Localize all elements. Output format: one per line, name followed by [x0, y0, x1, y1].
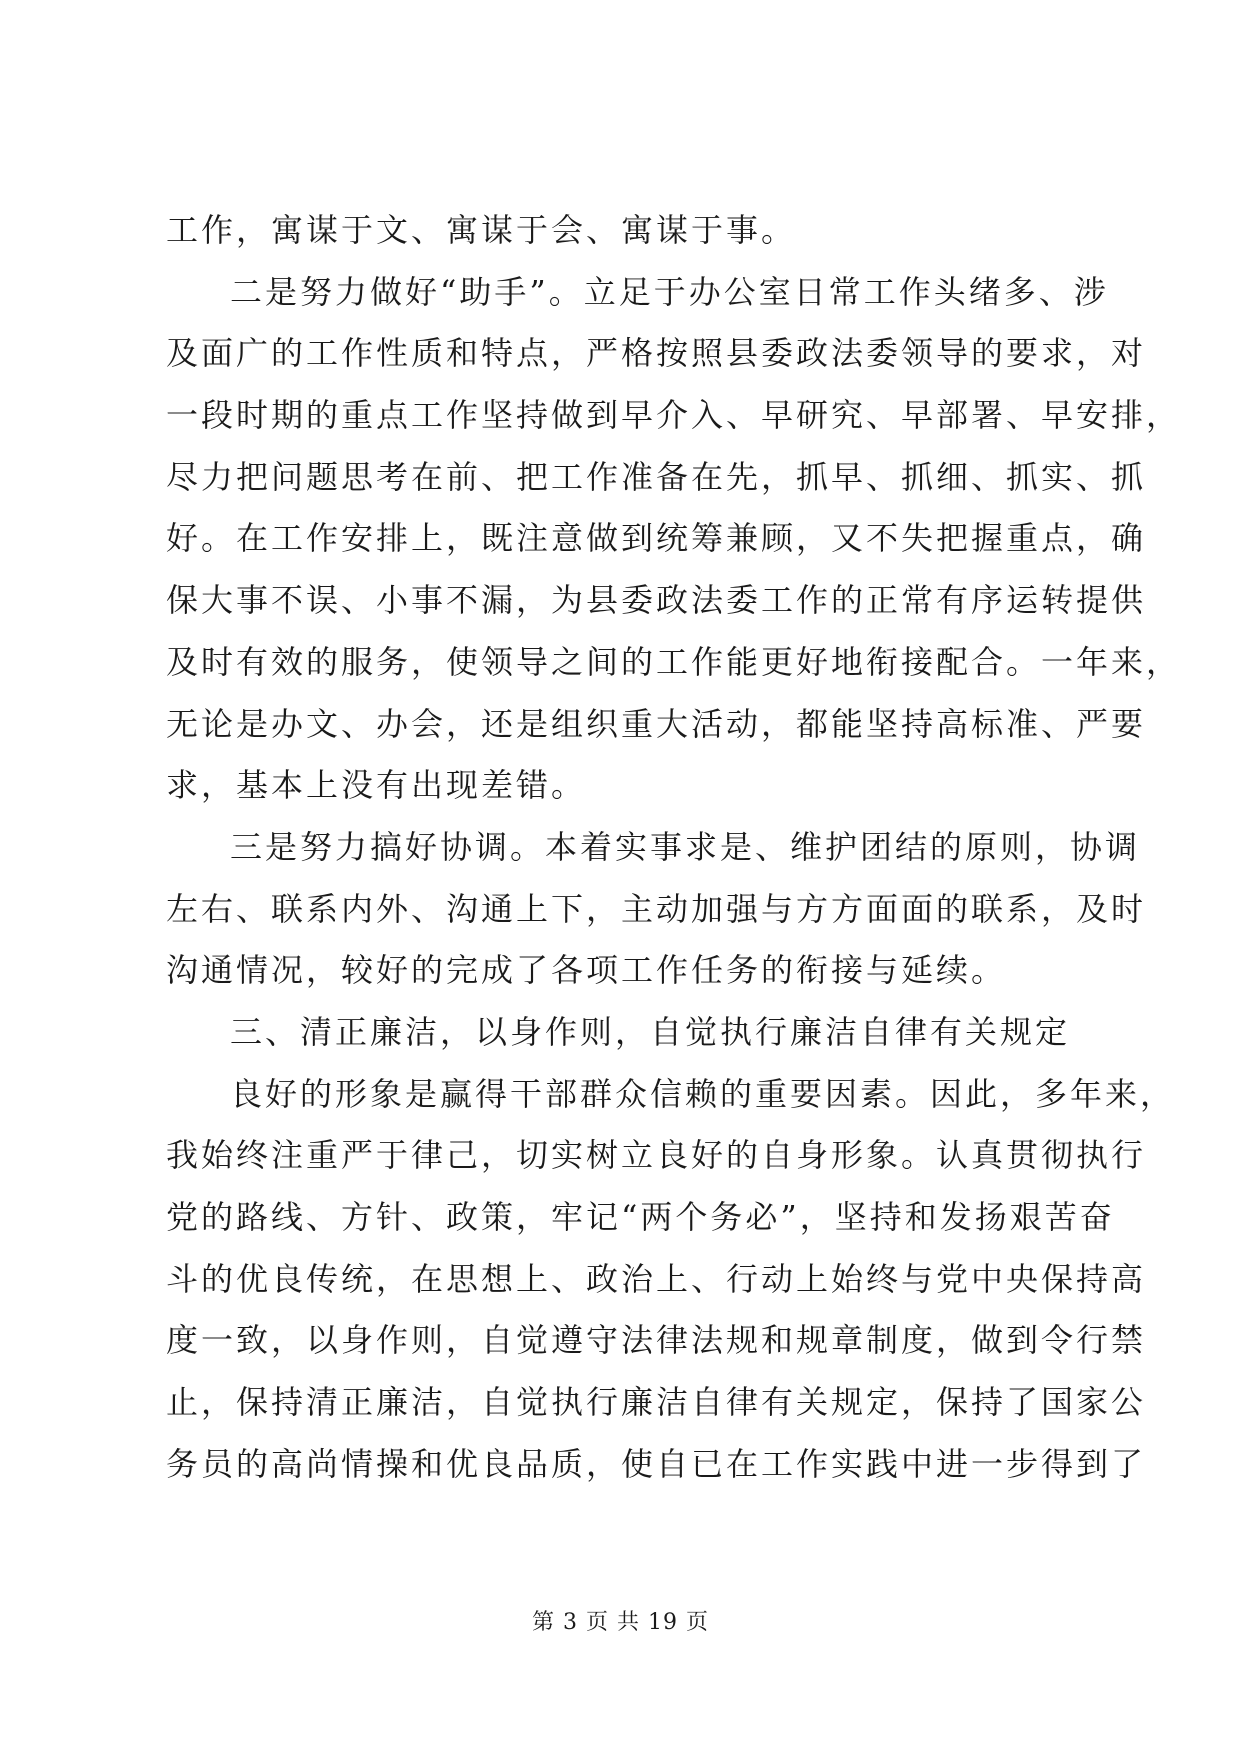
text-line: 三、清正廉洁，以身作则，自觉执行廉洁自律有关规定 — [230, 1012, 1071, 1051]
text-line: 工作，寓谋于文、寓谋于会、寓谋于事。 — [166, 211, 797, 249]
text-line: 保大事不误、小事不漏，为县委政法委工作的正常有序运转提供 — [166, 581, 1147, 620]
text-line: 止，保持清正廉洁，自觉执行廉洁自律有关规定，保持了国家公 — [166, 1383, 1147, 1422]
text-line: 斗的优良传统，在思想上、政治上、行动上始终与党中央保持高 — [166, 1259, 1147, 1298]
text-line: 我始终注重严于律己，切实树立良好的自身形象。认真贯彻执行 — [166, 1136, 1147, 1175]
text-line: 左右、联系内外、沟通上下，主动加强与方方面面的联系，及时 — [166, 889, 1147, 928]
text-line: 求，基本上没有出现差错。 — [166, 766, 587, 805]
text-line: 尽力把问题思考在前、把工作准备在先，抓早、抓细、抓实、抓 — [166, 457, 1147, 496]
page-footer: 第 3 页 共 19 页 — [532, 1610, 709, 1635]
text-line: 好。在工作安排上，既注意做到统筹兼顾，又不失把握重点，确 — [166, 519, 1147, 558]
text-line: 无论是办文、办会，还是组织重大活动，都能坚持高标准、严要 — [166, 704, 1147, 743]
text-line: 沟通情况，较好的完成了各项工作任务的衔接与延续。 — [166, 951, 1007, 990]
text-line: 度一致，以身作则，自觉遵守法律法规和规章制度，做到令行禁 — [166, 1321, 1147, 1360]
text-line: 一段时期的重点工作坚持做到早介入、早研究、早部署、早安排， — [166, 396, 1182, 435]
document-body — [166, 200, 1182, 1495]
text-line: 良好的形象是赢得干部群众信赖的重要因素。因此，多年来， — [230, 1074, 1176, 1113]
text-line: 及时有效的服务，使领导之间的工作能更好地衔接配合。一年来， — [166, 642, 1182, 681]
text-line: 党的路线、方针、政策，牢记“两个务必”，坚持和发扬艰苦奋 — [166, 1198, 1115, 1236]
text-line: 三是努力搞好协调。本着实事求是、维护团结的原则，协调 — [230, 827, 1141, 866]
text-line: 及面广的工作性质和特点，严格按照县委政法委领导的要求，对 — [166, 334, 1147, 373]
text-line: 二是努力做好“助手”。立足于办公室日常工作头绪多、涉 — [230, 272, 1109, 311]
text-line: 务员的高尚情操和优良品质，使自已在工作实践中进一步得到了 — [166, 1444, 1147, 1483]
